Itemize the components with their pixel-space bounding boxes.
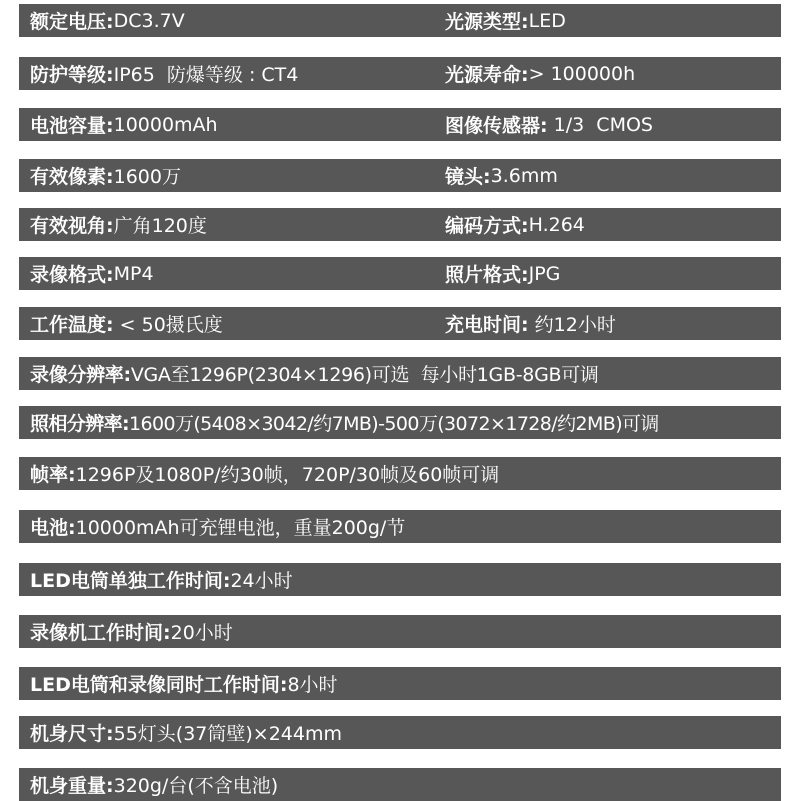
spec-key: 录像分辨率: [30, 364, 131, 386]
spec-key: 充电时间: [445, 314, 529, 336]
spec-row-body-weight [19, 768, 781, 801]
spec-key: LED电筒和录像同时工作时间: [30, 674, 288, 696]
spec-value: MP4 [113, 262, 154, 285]
spec-value: > 100000h [528, 62, 636, 85]
spec-cell-frame-rate [30, 457, 499, 490]
spec-row-rated-voltage [19, 4, 781, 37]
spec-value: 广角120度 [113, 215, 207, 237]
spec-key: 帧率: [30, 464, 76, 486]
spec-cell-body-size [30, 716, 342, 749]
spec-value: 约12小时 [528, 314, 616, 336]
spec-cell-encoding [445, 208, 585, 241]
spec-key: 电池容量: [30, 115, 114, 137]
spec-value: < 50摄氏度 [113, 314, 223, 336]
spec-key: 照片格式: [445, 264, 529, 286]
spec-cell-light-life [445, 57, 635, 90]
spec-cell-charge-time [445, 307, 616, 340]
spec-key: 防护等级: [30, 64, 114, 86]
spec-cell-lens [445, 159, 558, 192]
spec-cell-photo-resolution [30, 406, 659, 439]
spec-value: 8小时 [287, 674, 338, 696]
spec-row-frame-rate [19, 457, 781, 490]
spec-row-protection [19, 57, 781, 90]
spec-value: H.264 [528, 213, 585, 236]
spec-value: VGA至1296P(2304×1296)可选 每小时1GB-8GB可调 [130, 364, 599, 386]
spec-value: 320g/台(不含电池) [113, 775, 279, 797]
spec-key: 有效视角: [30, 215, 114, 237]
spec-value: 10000mAh可充锂电池，重量200g/节 [75, 517, 406, 539]
spec-row-led-runtime [19, 563, 781, 596]
spec-key: 有效像素: [30, 166, 114, 188]
spec-value: 1296P及1080P/约30帧，720P/30帧及60帧可调 [75, 464, 500, 486]
spec-value: 24小时 [230, 570, 293, 592]
spec-cell-working-temperature [30, 307, 223, 340]
spec-cell-video-format [30, 257, 154, 290]
spec-key: LED电筒单独工作时间: [30, 570, 231, 592]
spec-cell-light-type [445, 4, 566, 37]
spec-value: JPG [528, 262, 561, 285]
spec-row-view-angle [19, 208, 781, 241]
spec-key: 电池: [30, 517, 76, 539]
spec-key: 光源类型: [445, 11, 529, 33]
spec-row-body-size [19, 716, 781, 749]
spec-key: 镜头: [445, 166, 491, 188]
spec-key: 机身尺寸: [30, 723, 114, 745]
spec-row-format [19, 257, 781, 290]
spec-key: 图像传感器: [445, 115, 548, 137]
spec-key: 工作温度: [30, 314, 114, 336]
spec-row-recorder-runtime [19, 615, 781, 648]
spec-value: 10000mAh [113, 113, 218, 136]
spec-value: DC3.7V [113, 9, 185, 32]
spec-key: 光源寿命: [445, 64, 529, 86]
spec-value: 3.6mm [490, 164, 558, 187]
spec-row-video-resolution [19, 357, 781, 390]
spec-cell-led-runtime [30, 563, 293, 596]
spec-row-battery [19, 510, 781, 543]
spec-cell-combined-runtime [30, 667, 338, 700]
spec-value: 1600万 [113, 166, 181, 188]
spec-value: 1600万(5408×3042/约7MB)-500万(3072×1728/约2MB)可调 [129, 413, 659, 435]
spec-cell-photo-format [445, 257, 560, 290]
spec-value: 55灯头(37筒壁)×244mm [113, 723, 342, 745]
spec-row-temperature [19, 307, 781, 340]
spec-value: 20小时 [170, 622, 233, 644]
spec-cell-recorder-runtime [30, 615, 233, 648]
spec-row-combined-runtime [19, 667, 781, 700]
spec-row-photo-resolution [19, 406, 781, 439]
spec-cell-battery-capacity [30, 108, 218, 141]
spec-cell-body-weight [30, 768, 278, 801]
spec-value: IP65 防爆等级 : CT4 [113, 64, 299, 86]
spec-cell-view-angle [30, 208, 207, 241]
spec-value: 1/3 CMOS [547, 113, 653, 136]
spec-value: LED [528, 9, 566, 32]
spec-cell-video-resolution [30, 357, 599, 390]
spec-cell-effective-pixels [30, 159, 181, 192]
spec-key: 录像机工作时间: [30, 622, 171, 644]
spec-key: 照相分辨率: [30, 413, 129, 435]
spec-key: 机身重量: [30, 775, 114, 797]
spec-row-pixels [19, 159, 781, 192]
spec-cell-rated-voltage [30, 4, 185, 37]
spec-key: 录像格式: [30, 264, 114, 286]
spec-cell-protection-level [30, 57, 298, 90]
spec-cell-battery [30, 510, 405, 543]
spec-key: 编码方式: [445, 215, 529, 237]
spec-cell-image-sensor [445, 108, 653, 141]
spec-row-battery-capacity [19, 108, 781, 141]
spec-key: 额定电压: [30, 11, 114, 33]
